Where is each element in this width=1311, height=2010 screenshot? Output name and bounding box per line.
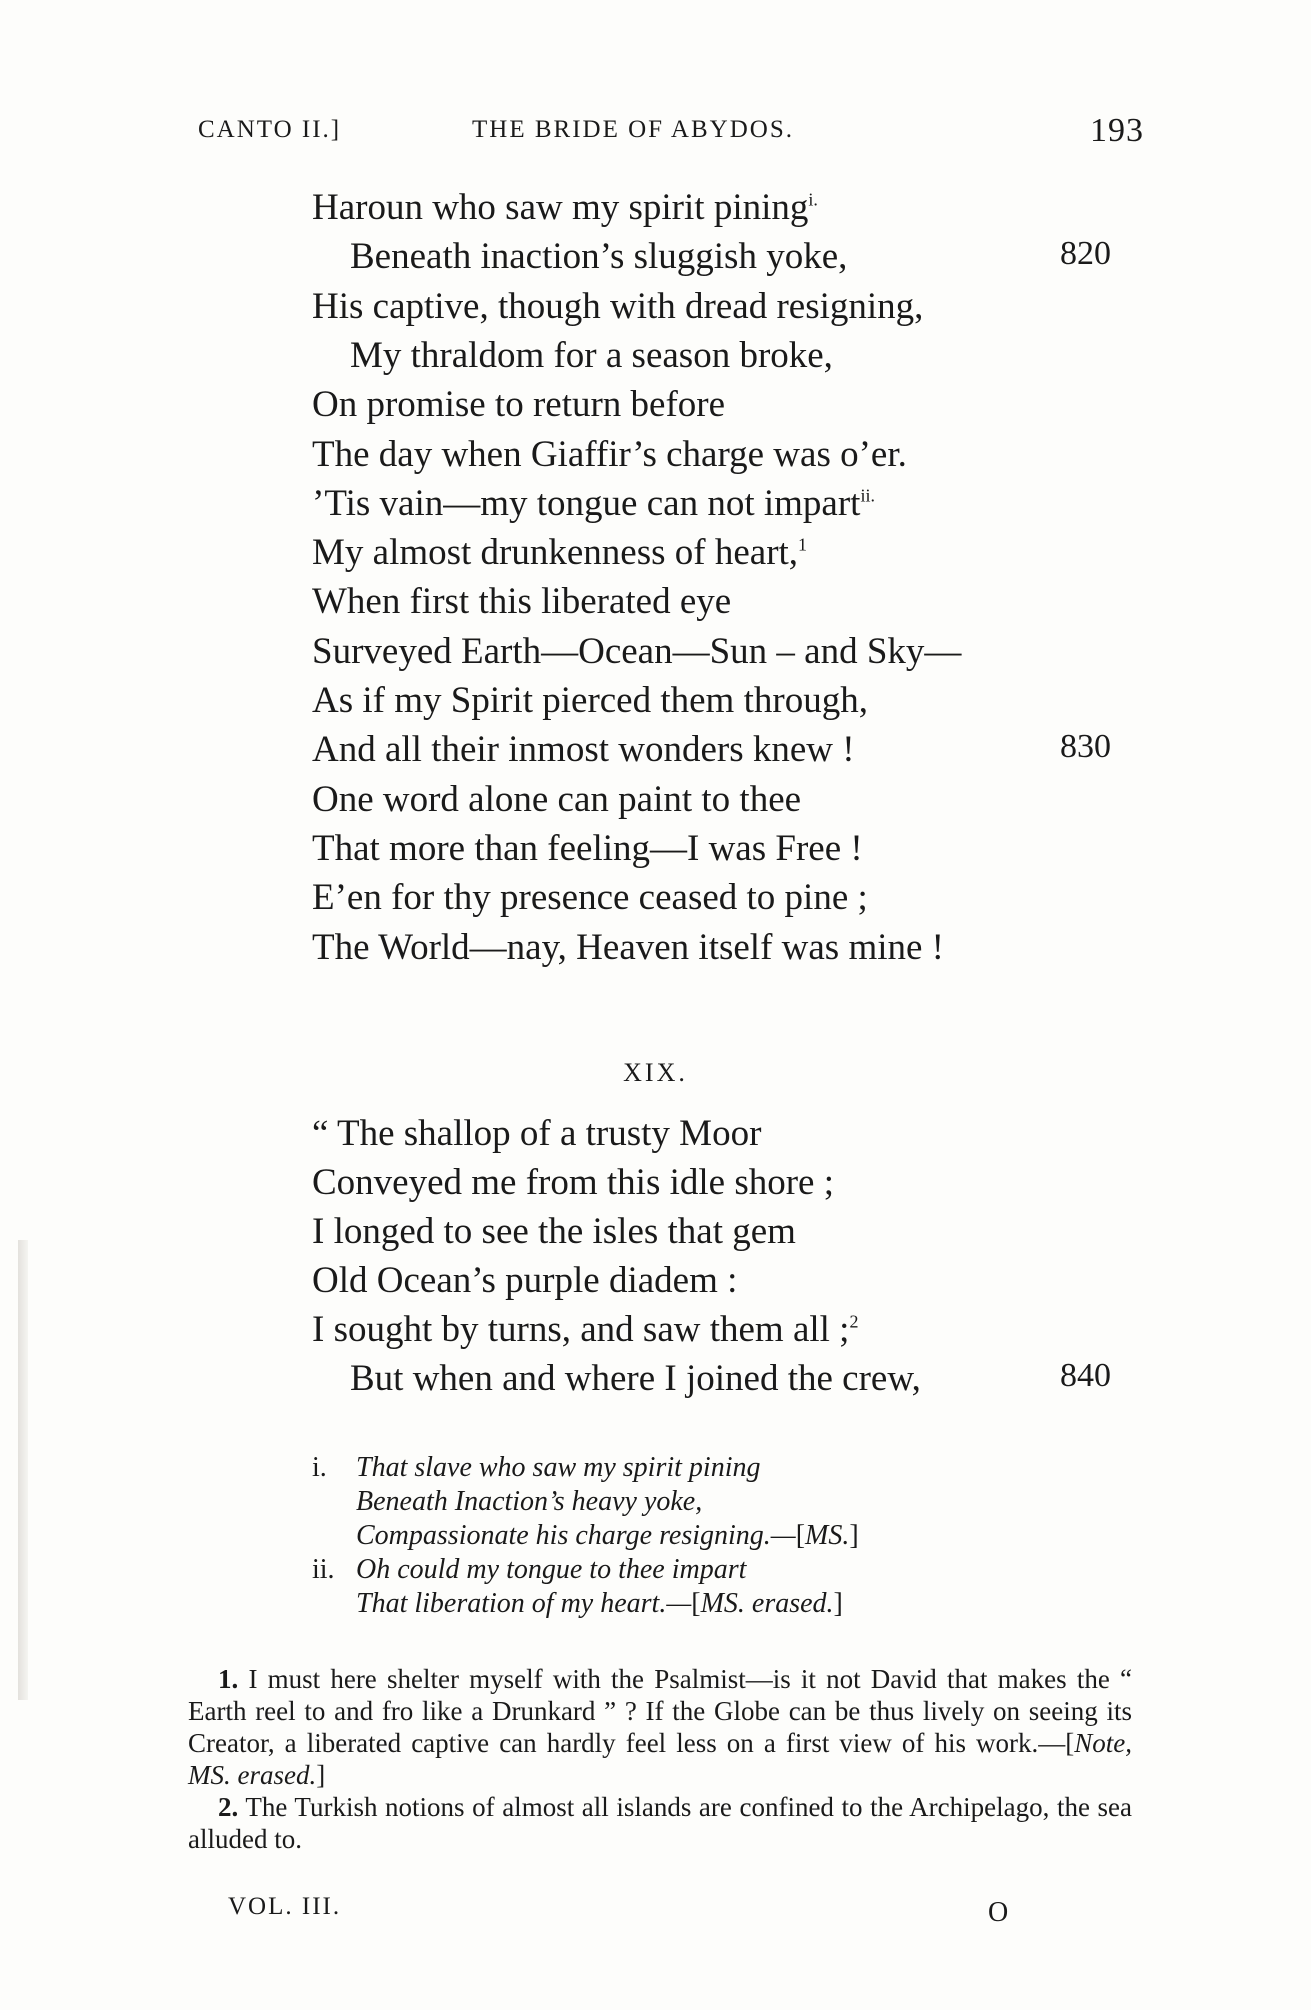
verse-text: And all their inmost wonders knew ! — [312, 729, 855, 771]
verse-text: When first this liberated eye — [312, 581, 732, 623]
verse-text: Haroun who saw my spirit pining — [312, 187, 809, 228]
verse-line — [0, 334, 1311, 383]
note-reference: i. — [808, 189, 818, 210]
footnote-tail: [ — [1065, 1728, 1075, 1758]
verse-line — [0, 235, 1311, 284]
verse-line — [0, 433, 1311, 482]
verse-line-text — [312, 482, 875, 525]
volume-label: VOL. III. — [228, 1893, 342, 1920]
running-head — [198, 112, 1144, 162]
verse-line-text — [312, 1161, 834, 1204]
verse-line — [0, 827, 1311, 876]
variant-text — [356, 1588, 843, 1620]
verse-line-text — [312, 1210, 796, 1253]
variant-bracket: [ — [691, 1588, 701, 1619]
variant-verse: Beneath Inaction’s heavy yoke, — [356, 1486, 703, 1517]
verse-line — [0, 1210, 1311, 1259]
variant-label: ii. — [312, 1554, 335, 1585]
verse-text: Surveyed Earth—Ocean—Sun – and Sky— — [312, 630, 962, 672]
page-footer — [228, 1893, 1028, 1929]
verse-text: Beneath inaction’s sluggish yoke, — [350, 236, 848, 278]
variant-source: MS. — [805, 1520, 850, 1551]
footnote-number: 1. — [218, 1664, 239, 1694]
variant-bracket: [ — [795, 1520, 806, 1551]
verse-line-text — [350, 334, 833, 377]
verse-text: The World—nay, Heaven itself was mine ! — [312, 926, 944, 968]
verse-line — [0, 926, 1311, 975]
verse-text: I sought by turns, and saw them all ; — [312, 1309, 850, 1350]
footnote-source: Note, MS. erased. — [188, 1728, 1132, 1790]
line-number: 820 — [1060, 235, 1111, 273]
verse-line-text — [312, 827, 863, 870]
verse-text: But when and where I joined the crew, — [350, 1358, 921, 1399]
variant-bracket-end: ] — [833, 1588, 843, 1619]
variant-line — [0, 1554, 1311, 1588]
verse-line-text — [312, 876, 868, 919]
variant-verse: Compassionate his charge resigning.— — [356, 1520, 796, 1551]
footnote-text: I must here shelter myself with the Psalmist—is it not David that makes the “ Earth reel to and fro like a Drunkard ” ? If the Globe can be thus lively on seeing its Creator, a liberated captive can hardly feel less on a first view of his work.— — [188, 1664, 1132, 1758]
note-reference: 2 — [849, 1311, 859, 1332]
verse-line — [0, 580, 1311, 629]
variant-label: i. — [312, 1452, 327, 1483]
verse-line-text — [312, 1112, 761, 1155]
line-number: 840 — [1060, 1357, 1111, 1394]
verse-text: On promise to return before — [312, 384, 726, 426]
verse-line — [0, 482, 1311, 531]
verse-line — [0, 285, 1311, 334]
variant-verse: That liberation of my heart.— — [356, 1588, 692, 1619]
verse-text: Old Ocean’s purple diadem : — [312, 1260, 738, 1301]
footnote-tail-end: ] — [316, 1760, 326, 1790]
verse-line-text — [312, 186, 818, 229]
verse-text: That more than feeling—I was Free ! — [312, 827, 863, 869]
verse-line — [0, 679, 1311, 728]
verse-text: Conveyed me from this idle shore ; — [312, 1162, 835, 1203]
verse-line-text — [312, 1259, 737, 1302]
verse-text: The day when Giaffir’s charge was o’er. — [312, 433, 907, 475]
verse-line-text — [312, 630, 961, 673]
verse-line-text — [350, 235, 847, 278]
variant-text — [356, 1554, 746, 1586]
variant-line — [0, 1520, 1311, 1554]
verse-line — [0, 1308, 1311, 1357]
verse-line — [0, 1259, 1311, 1308]
footnote-number: 2. — [218, 1792, 239, 1822]
verse-text: I longed to see the isles that gem — [312, 1211, 796, 1252]
verse-line-text — [312, 383, 725, 426]
verse-line — [0, 186, 1311, 235]
verse-line-text — [312, 728, 855, 771]
verse-line — [0, 383, 1311, 432]
variant-bracket-end: ] — [849, 1520, 859, 1551]
verse-line — [0, 1161, 1311, 1210]
section-heading: XIX. — [623, 1058, 688, 1087]
footnote-1 — [188, 1663, 1132, 1791]
verse-line-text — [350, 1357, 921, 1400]
variant-line — [0, 1452, 1311, 1486]
variant-text — [356, 1452, 760, 1484]
variant-line — [0, 1588, 1311, 1622]
verse-line-text — [312, 285, 923, 328]
verse-text: My almost drunkenness of heart, — [312, 532, 799, 574]
verse-text: “ The shallop of a trusty Moor — [312, 1113, 762, 1154]
verse-line — [0, 531, 1311, 580]
verse-line-text — [312, 531, 807, 574]
verse-line — [0, 876, 1311, 925]
verse-line — [0, 778, 1311, 827]
verse-text: My thraldom for a season broke, — [350, 334, 833, 376]
note-reference: ii. — [860, 485, 875, 506]
note-reference: 1 — [798, 534, 808, 555]
variant-line — [0, 1486, 1311, 1520]
variant-text — [356, 1486, 702, 1518]
footnote-2 — [188, 1791, 1132, 1855]
verse-line-text — [312, 679, 868, 722]
variant-source: MS. erased. — [700, 1588, 834, 1619]
verse-text: As if my Spirit pierced them through, — [312, 680, 868, 721]
signature-mark: O — [988, 1897, 1009, 1928]
variant-verse: Oh could my tongue to thee impart — [356, 1554, 747, 1585]
verse-line-text — [312, 580, 731, 623]
variant-verse: That slave who saw my spirit pining — [356, 1452, 761, 1483]
verse-text: His captive, though with dread resigning, — [312, 285, 924, 327]
variant-text — [356, 1520, 859, 1552]
verse-text: ’Tis vain—my tongue can not impart — [312, 482, 861, 524]
book-title: THE BRIDE OF ABYDOS. — [472, 116, 794, 143]
line-number: 830 — [1060, 728, 1111, 766]
canto-label: CANTO II.] — [198, 116, 342, 143]
verse-line — [0, 1357, 1311, 1406]
verse-line-text — [312, 1308, 858, 1351]
verse-line — [0, 1112, 1311, 1161]
footnote-text: The Turkish notions of almost all islands are confined to the Archipelago, the sea alluded to. — [188, 1792, 1132, 1854]
verse-line — [0, 630, 1311, 679]
verse-line-text — [312, 926, 944, 969]
verse-text: E’en for thy presence ceased to pine ; — [312, 877, 868, 919]
verse-line-text — [312, 778, 801, 821]
verse-text: One word alone can paint to thee — [312, 778, 802, 820]
page-number: 193 — [1090, 112, 1144, 149]
verse-line — [0, 728, 1311, 777]
verse-line-text — [312, 433, 907, 476]
